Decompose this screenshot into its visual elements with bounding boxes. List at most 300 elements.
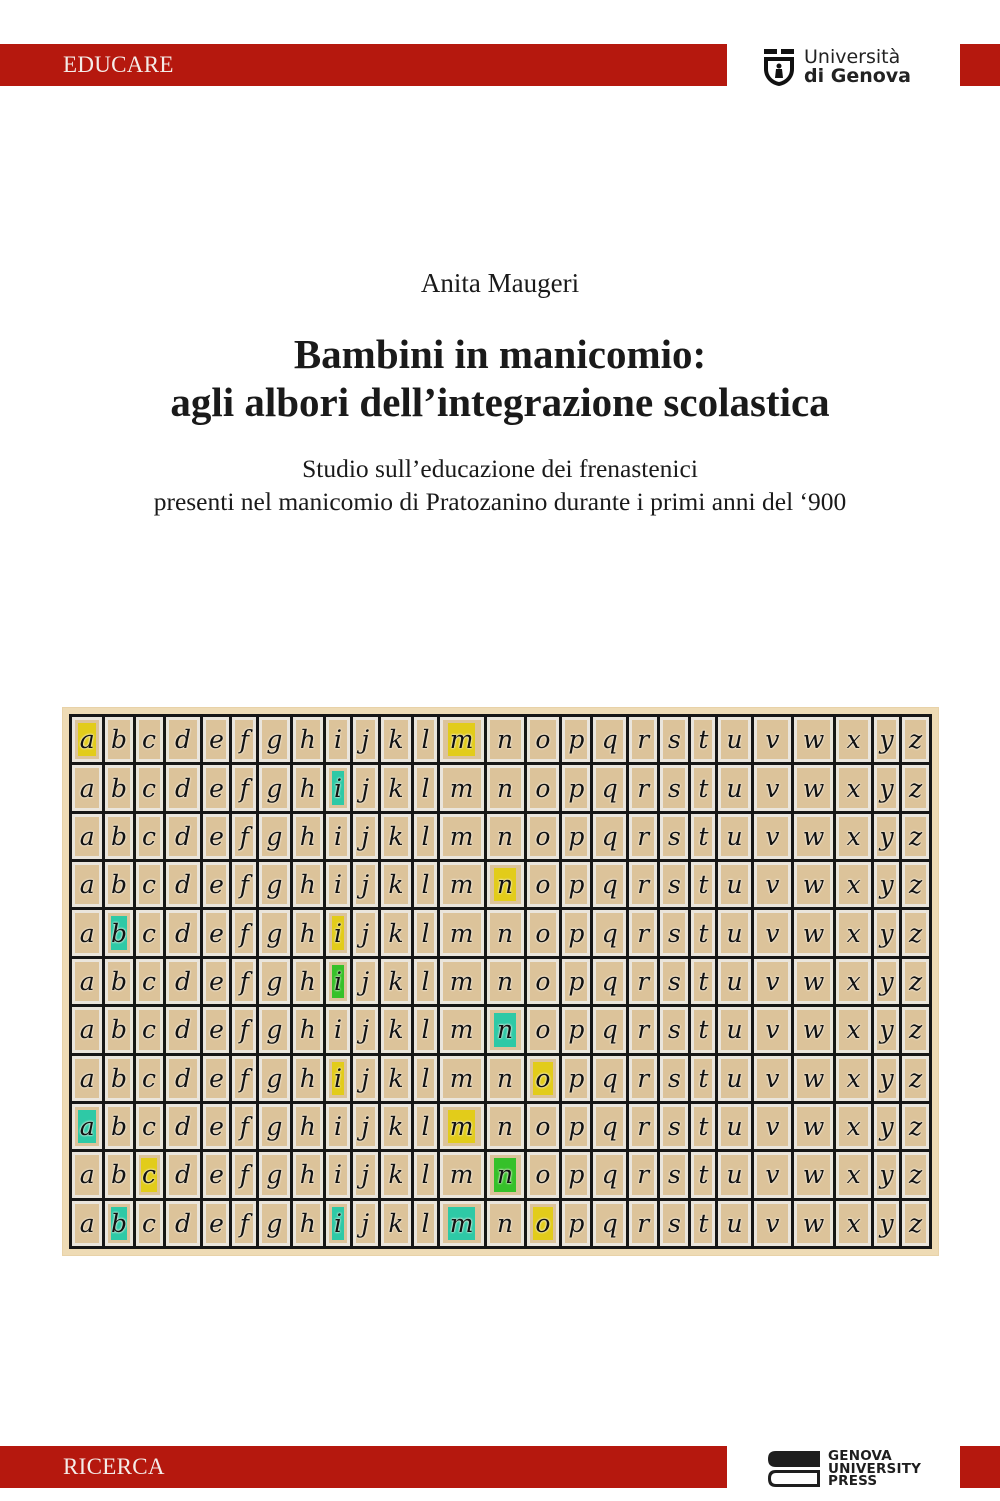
letter-glyph: i bbox=[333, 725, 342, 755]
letter-glyph: g bbox=[266, 821, 283, 851]
letter-tile bbox=[105, 1007, 132, 1052]
letter-glyph: n bbox=[497, 1160, 514, 1190]
letter-tile bbox=[593, 959, 626, 1004]
letter-glyph: p bbox=[568, 966, 585, 996]
letter-glyph: u bbox=[726, 773, 743, 803]
letter-tile bbox=[326, 910, 350, 955]
letter-glyph: a bbox=[79, 1160, 95, 1190]
alphabet-row bbox=[72, 862, 929, 907]
letter-tile bbox=[629, 765, 657, 810]
letter-glyph: d bbox=[175, 918, 192, 948]
letter-glyph: p bbox=[568, 870, 585, 900]
letter-tile bbox=[440, 1104, 484, 1149]
letter-glyph: t bbox=[698, 1112, 709, 1142]
letter-glyph: w bbox=[802, 1208, 825, 1238]
letter-glyph: i bbox=[333, 1160, 342, 1190]
letter-glyph: y bbox=[879, 821, 894, 851]
letter-glyph: g bbox=[266, 918, 283, 948]
letter-glyph: a bbox=[79, 1112, 95, 1142]
letter-glyph: w bbox=[802, 870, 825, 900]
letter-glyph: u bbox=[726, 1208, 743, 1238]
letter-glyph: d bbox=[175, 1063, 192, 1093]
letter-tile bbox=[166, 1201, 201, 1246]
letter-tile bbox=[718, 1056, 751, 1101]
letter-glyph: g bbox=[266, 966, 283, 996]
letter-tile bbox=[754, 1152, 791, 1197]
book-title bbox=[0, 330, 1000, 426]
letter-glyph: x bbox=[846, 1015, 861, 1045]
letter-glyph: w bbox=[802, 966, 825, 996]
letter-glyph: o bbox=[535, 918, 551, 948]
letter-tile bbox=[259, 765, 289, 810]
letter-tile bbox=[232, 862, 256, 907]
letter-glyph: t bbox=[698, 870, 709, 900]
letter-glyph: h bbox=[299, 1112, 316, 1142]
letter-tile bbox=[353, 814, 378, 859]
letter-glyph: m bbox=[449, 966, 474, 996]
letter-glyph: v bbox=[765, 725, 780, 755]
letter-tile bbox=[629, 862, 657, 907]
subtitle-line2: presenti nel manicomio di Pratozanino durante i primi anni del ‘900 bbox=[153, 487, 847, 516]
letter-glyph: a bbox=[79, 821, 95, 851]
letter-glyph: k bbox=[388, 918, 404, 948]
letter-glyph: o bbox=[535, 1015, 551, 1045]
letter-glyph: l bbox=[421, 1015, 430, 1045]
title-line2: agli albori dell’integrazione scolastica bbox=[170, 379, 830, 425]
letter-glyph: w bbox=[802, 773, 825, 803]
letter-glyph: t bbox=[698, 918, 709, 948]
letter-tile bbox=[836, 959, 871, 1004]
letter-glyph: j bbox=[361, 966, 370, 996]
letter-tile bbox=[259, 1056, 289, 1101]
letter-glyph: s bbox=[667, 773, 681, 803]
letter-glyph: d bbox=[175, 821, 192, 851]
letter-glyph: r bbox=[637, 1063, 650, 1093]
letter-glyph: z bbox=[908, 1015, 923, 1045]
letter-glyph: r bbox=[637, 1015, 650, 1045]
letter-glyph: q bbox=[601, 1160, 618, 1190]
letter-tile bbox=[440, 1007, 484, 1052]
letter-glyph: r bbox=[637, 918, 650, 948]
letter-glyph: f bbox=[239, 918, 249, 948]
letter-glyph: t bbox=[698, 725, 709, 755]
letter-tile bbox=[902, 765, 929, 810]
letter-glyph: x bbox=[846, 918, 861, 948]
universita-genova-wordmark bbox=[804, 48, 911, 86]
letter-glyph: g bbox=[266, 1208, 283, 1238]
letter-tile bbox=[487, 910, 524, 955]
letter-glyph: h bbox=[299, 821, 316, 851]
letter-tile bbox=[166, 1152, 201, 1197]
letter-glyph: s bbox=[667, 1160, 681, 1190]
letter-glyph: v bbox=[765, 1015, 780, 1045]
letter-glyph: k bbox=[388, 966, 404, 996]
letter-glyph: f bbox=[239, 821, 249, 851]
letter-glyph: n bbox=[497, 966, 514, 996]
letter-glyph: m bbox=[449, 1208, 474, 1238]
letter-glyph: m bbox=[449, 1160, 474, 1190]
letter-tile bbox=[691, 862, 715, 907]
letter-glyph: r bbox=[637, 725, 650, 755]
letter-tile bbox=[326, 1007, 350, 1052]
letter-tile bbox=[353, 1152, 378, 1197]
letter-glyph: e bbox=[209, 725, 224, 755]
letter-glyph: n bbox=[497, 821, 514, 851]
letter-tile bbox=[874, 765, 899, 810]
alphabet-grid bbox=[69, 714, 932, 1249]
letter-tile bbox=[691, 1201, 715, 1246]
letter-glyph: j bbox=[361, 1160, 370, 1190]
letter-tile bbox=[293, 910, 323, 955]
alphabet-row bbox=[72, 765, 929, 810]
letter-glyph: z bbox=[908, 725, 923, 755]
letter-tile bbox=[203, 910, 229, 955]
letter-tile bbox=[629, 1201, 657, 1246]
letter-tile bbox=[414, 1152, 437, 1197]
letter-glyph: d bbox=[175, 1112, 192, 1142]
letter-glyph: f bbox=[239, 1015, 249, 1045]
letter-glyph: y bbox=[879, 725, 894, 755]
letter-glyph: y bbox=[879, 1112, 894, 1142]
letter-glyph: w bbox=[802, 918, 825, 948]
letter-glyph: j bbox=[361, 1208, 370, 1238]
letter-glyph: w bbox=[802, 821, 825, 851]
letter-tile bbox=[72, 765, 102, 810]
letter-glyph: s bbox=[667, 1112, 681, 1142]
letter-tile bbox=[754, 910, 791, 955]
letter-glyph: e bbox=[209, 773, 224, 803]
letter-glyph: m bbox=[449, 918, 474, 948]
letter-tile bbox=[562, 814, 590, 859]
letter-glyph: i bbox=[333, 1112, 342, 1142]
letter-tile bbox=[794, 1056, 833, 1101]
letter-tile bbox=[593, 717, 626, 762]
letter-glyph: k bbox=[388, 821, 404, 851]
letter-tile bbox=[166, 765, 201, 810]
letter-glyph: e bbox=[209, 1112, 224, 1142]
letter-tile bbox=[353, 765, 378, 810]
letter-glyph: s bbox=[667, 1015, 681, 1045]
shield-icon bbox=[762, 47, 796, 87]
letter-glyph: z bbox=[908, 1208, 923, 1238]
letter-glyph: h bbox=[299, 870, 316, 900]
letter-tile bbox=[232, 1152, 256, 1197]
letter-tile bbox=[259, 910, 289, 955]
letter-glyph: b bbox=[110, 821, 127, 851]
letter-tile bbox=[874, 717, 899, 762]
letter-glyph: b bbox=[110, 1063, 127, 1093]
letter-tile bbox=[527, 862, 560, 907]
letter-tile bbox=[72, 862, 102, 907]
letter-glyph: h bbox=[299, 1015, 316, 1045]
letter-tile bbox=[136, 765, 163, 810]
letter-tile bbox=[203, 1152, 229, 1197]
letter-tile bbox=[353, 1056, 378, 1101]
letter-glyph: e bbox=[209, 1063, 224, 1093]
letter-glyph: r bbox=[637, 870, 650, 900]
letter-tile bbox=[902, 814, 929, 859]
letter-tile bbox=[326, 765, 350, 810]
letter-tile bbox=[326, 1056, 350, 1101]
letter-tile bbox=[353, 717, 378, 762]
letter-glyph: h bbox=[299, 773, 316, 803]
letter-tile bbox=[136, 910, 163, 955]
letter-tile bbox=[440, 814, 484, 859]
gup-line1: GENOVA bbox=[828, 1448, 892, 1465]
letter-glyph: s bbox=[667, 1208, 681, 1238]
letter-glyph: v bbox=[765, 1208, 780, 1238]
letter-tile bbox=[593, 814, 626, 859]
alphabet-row bbox=[72, 1056, 929, 1101]
genova-university-press-logo bbox=[766, 1447, 946, 1491]
letter-tile bbox=[794, 862, 833, 907]
letter-glyph: w bbox=[802, 1160, 825, 1190]
series-band-top bbox=[0, 44, 727, 86]
letter-glyph: c bbox=[142, 1208, 157, 1238]
letter-tile bbox=[232, 1007, 256, 1052]
letter-tile bbox=[527, 1056, 560, 1101]
letter-tile bbox=[902, 959, 929, 1004]
letter-tile bbox=[353, 959, 378, 1004]
letter-glyph: d bbox=[175, 870, 192, 900]
letter-glyph: a bbox=[79, 773, 95, 803]
letter-tile bbox=[440, 717, 484, 762]
letter-glyph: r bbox=[637, 1208, 650, 1238]
letter-tile bbox=[166, 717, 201, 762]
letter-glyph: x bbox=[846, 1160, 861, 1190]
letter-glyph: a bbox=[79, 918, 95, 948]
letter-glyph: s bbox=[667, 1063, 681, 1093]
letter-tile bbox=[527, 959, 560, 1004]
letter-tile bbox=[527, 1201, 560, 1246]
letter-tile bbox=[293, 959, 323, 1004]
letter-tile bbox=[232, 1056, 256, 1101]
letter-glyph: c bbox=[142, 773, 157, 803]
letter-tile bbox=[381, 765, 411, 810]
letter-glyph: o bbox=[535, 773, 551, 803]
letter-glyph: k bbox=[388, 1160, 404, 1190]
letter-tile bbox=[660, 959, 688, 1004]
letter-glyph: y bbox=[879, 1015, 894, 1045]
letter-tile bbox=[836, 1104, 871, 1149]
letter-glyph: z bbox=[908, 1112, 923, 1142]
letter-tile bbox=[562, 1104, 590, 1149]
letter-glyph: g bbox=[266, 1015, 283, 1045]
letter-tile bbox=[691, 1152, 715, 1197]
letter-glyph: v bbox=[765, 870, 780, 900]
letter-tile bbox=[293, 862, 323, 907]
letter-tile bbox=[136, 959, 163, 1004]
letter-tile bbox=[353, 1201, 378, 1246]
book-icon bbox=[766, 1449, 822, 1489]
letter-tile bbox=[718, 1104, 751, 1149]
letter-glyph: g bbox=[266, 1063, 283, 1093]
letter-tile bbox=[487, 1104, 524, 1149]
letter-tile bbox=[754, 1007, 791, 1052]
letter-tile bbox=[105, 1152, 132, 1197]
letter-glyph: c bbox=[142, 966, 157, 996]
wordmark-line1: Università bbox=[804, 46, 901, 68]
letter-glyph: i bbox=[333, 1208, 342, 1238]
letter-glyph: y bbox=[879, 870, 894, 900]
letter-tile bbox=[166, 1007, 201, 1052]
letter-glyph: f bbox=[239, 1063, 249, 1093]
letter-tile bbox=[754, 717, 791, 762]
letter-tile bbox=[259, 814, 289, 859]
letter-glyph: h bbox=[299, 918, 316, 948]
letter-glyph: m bbox=[449, 1015, 474, 1045]
letter-glyph: j bbox=[361, 870, 370, 900]
letter-glyph: a bbox=[79, 1208, 95, 1238]
letter-tile bbox=[293, 1152, 323, 1197]
letter-tile bbox=[232, 717, 256, 762]
letter-glyph: l bbox=[421, 725, 430, 755]
letter-glyph: w bbox=[802, 1112, 825, 1142]
letter-glyph: a bbox=[79, 1063, 95, 1093]
letter-tile bbox=[136, 862, 163, 907]
letter-glyph: j bbox=[361, 918, 370, 948]
letter-tile bbox=[414, 1007, 437, 1052]
letter-tile bbox=[487, 1056, 524, 1101]
letter-tile bbox=[72, 1104, 102, 1149]
letter-tile bbox=[593, 1104, 626, 1149]
subtitle-line1: Studio sull’educazione dei frenastenici bbox=[302, 454, 698, 483]
letter-tile bbox=[754, 814, 791, 859]
letter-tile bbox=[874, 1201, 899, 1246]
letter-glyph: v bbox=[765, 918, 780, 948]
letter-glyph: e bbox=[209, 918, 224, 948]
letter-tile bbox=[232, 1104, 256, 1149]
letter-glyph: u bbox=[726, 1112, 743, 1142]
letter-glyph: n bbox=[497, 918, 514, 948]
letter-glyph: x bbox=[846, 870, 861, 900]
letter-glyph: l bbox=[421, 1063, 430, 1093]
letter-tile bbox=[414, 814, 437, 859]
letter-tile bbox=[166, 1104, 201, 1149]
letter-tile bbox=[691, 959, 715, 1004]
letter-glyph: n bbox=[497, 1208, 514, 1238]
letter-glyph: e bbox=[209, 966, 224, 996]
letter-glyph: m bbox=[449, 725, 474, 755]
letter-tile bbox=[381, 862, 411, 907]
letter-tile bbox=[414, 959, 437, 1004]
letter-glyph: t bbox=[698, 1208, 709, 1238]
letter-glyph: y bbox=[879, 918, 894, 948]
letter-tile bbox=[136, 1104, 163, 1149]
letter-tile bbox=[562, 1056, 590, 1101]
letter-tile bbox=[105, 1104, 132, 1149]
letter-glyph: g bbox=[266, 1112, 283, 1142]
letter-tile bbox=[293, 814, 323, 859]
letter-tile bbox=[203, 959, 229, 1004]
letter-tile bbox=[353, 1104, 378, 1149]
letter-glyph: o bbox=[535, 1160, 551, 1190]
letter-glyph: l bbox=[421, 870, 430, 900]
letter-tile bbox=[754, 765, 791, 810]
band-bottom-right-accent bbox=[960, 1446, 1000, 1488]
letter-glyph: j bbox=[361, 1015, 370, 1045]
letter-tile bbox=[527, 717, 560, 762]
letter-tile bbox=[381, 910, 411, 955]
letter-glyph: h bbox=[299, 966, 316, 996]
letter-tile bbox=[440, 862, 484, 907]
letter-glyph: k bbox=[388, 1015, 404, 1045]
letter-tile bbox=[902, 1104, 929, 1149]
letter-tile bbox=[259, 717, 289, 762]
letter-tile bbox=[381, 1201, 411, 1246]
letter-tile bbox=[72, 910, 102, 955]
letter-glyph: s bbox=[667, 725, 681, 755]
letter-glyph: x bbox=[846, 725, 861, 755]
letter-tile bbox=[593, 1152, 626, 1197]
letter-tile bbox=[874, 959, 899, 1004]
alphabet-row bbox=[72, 717, 929, 762]
letter-tile bbox=[203, 1201, 229, 1246]
letter-tile bbox=[691, 1007, 715, 1052]
letter-glyph: y bbox=[879, 1160, 894, 1190]
alphabet-row bbox=[72, 814, 929, 859]
letter-glyph: m bbox=[449, 1063, 474, 1093]
letter-tile bbox=[718, 814, 751, 859]
letter-glyph: m bbox=[449, 773, 474, 803]
letter-tile bbox=[718, 717, 751, 762]
letter-glyph: i bbox=[333, 1015, 342, 1045]
title-line1: Bambini in manicomio: bbox=[293, 331, 707, 377]
letter-tile bbox=[902, 910, 929, 955]
letter-tile bbox=[562, 862, 590, 907]
letter-glyph: r bbox=[637, 773, 650, 803]
letter-glyph: c bbox=[142, 870, 157, 900]
letter-tile bbox=[232, 959, 256, 1004]
letter-tile bbox=[718, 910, 751, 955]
letter-tile bbox=[232, 910, 256, 955]
letter-glyph: l bbox=[421, 773, 430, 803]
letter-tile bbox=[660, 1056, 688, 1101]
letter-glyph: i bbox=[333, 870, 342, 900]
letter-glyph: k bbox=[388, 1063, 404, 1093]
letter-glyph: r bbox=[637, 1160, 650, 1190]
letter-glyph: k bbox=[388, 773, 404, 803]
letter-tile bbox=[105, 717, 132, 762]
letter-glyph: t bbox=[698, 773, 709, 803]
letter-glyph: u bbox=[726, 870, 743, 900]
letter-glyph: e bbox=[209, 1015, 224, 1045]
letter-glyph: z bbox=[908, 773, 923, 803]
letter-glyph: j bbox=[361, 725, 370, 755]
letter-tile bbox=[381, 1152, 411, 1197]
letter-glyph: x bbox=[846, 821, 861, 851]
letter-glyph: n bbox=[497, 1112, 514, 1142]
letter-tile bbox=[203, 862, 229, 907]
letter-tile bbox=[259, 1104, 289, 1149]
letter-glyph: d bbox=[175, 725, 192, 755]
letter-tile bbox=[660, 717, 688, 762]
letter-tile bbox=[629, 814, 657, 859]
letter-glyph: p bbox=[568, 1112, 585, 1142]
book-subtitle bbox=[0, 452, 1000, 518]
letter-tile bbox=[136, 1152, 163, 1197]
letter-tile bbox=[203, 1056, 229, 1101]
letter-tile bbox=[203, 717, 229, 762]
letter-tile bbox=[105, 1201, 132, 1246]
letter-tile bbox=[593, 910, 626, 955]
letter-glyph: s bbox=[667, 966, 681, 996]
gup-line2: UNIVERSITY bbox=[828, 1460, 922, 1477]
letter-glyph: t bbox=[698, 1063, 709, 1093]
letter-tile bbox=[166, 814, 201, 859]
letter-glyph: n bbox=[497, 773, 514, 803]
letter-tile bbox=[487, 1152, 524, 1197]
